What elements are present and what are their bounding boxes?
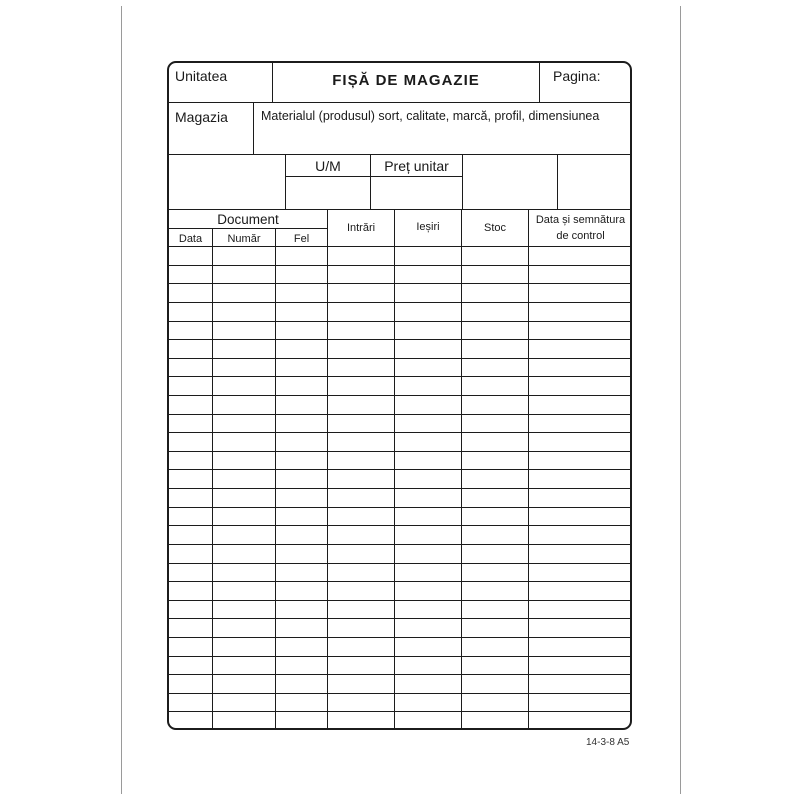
header-divider-extra — [557, 154, 558, 209]
col-header-date: Data — [178, 233, 203, 245]
table-row — [169, 525, 630, 526]
form-code: 14-3-8 A5 — [586, 737, 630, 748]
table-header-bottom — [169, 246, 630, 247]
table-row — [169, 600, 630, 601]
header-divider-page — [539, 63, 540, 102]
col-header-control-line2: de control — [556, 230, 605, 242]
header-divider-price-right — [462, 154, 463, 209]
material-label: Materialul (produsul) sort, calitate, marcă, profil, dimensiunea — [261, 109, 600, 123]
table-row — [169, 544, 630, 545]
um-label: U/M — [315, 158, 341, 174]
col-header-control-line1: Data și semnătura — [535, 214, 626, 226]
table-row — [169, 302, 630, 303]
form-title: FIȘĂ DE MAGAZIE — [332, 72, 480, 89]
table-row — [169, 693, 630, 694]
table-row — [169, 321, 630, 322]
table-row — [169, 283, 630, 284]
warehouse-label: Magazia — [175, 109, 228, 125]
unit-price-label: Preț unitar — [384, 158, 449, 174]
header-row2-bottom — [169, 154, 630, 155]
table-row — [169, 507, 630, 508]
table-row — [169, 711, 630, 712]
header-row1-bottom — [169, 102, 630, 103]
table-row — [169, 656, 630, 657]
table-row — [169, 581, 630, 582]
table-row — [169, 432, 630, 433]
table-row — [169, 563, 630, 564]
page-label: Pagina: — [553, 68, 601, 84]
col-header-type: Fel — [293, 233, 310, 245]
document-header-underline — [169, 228, 328, 229]
table-row — [169, 451, 630, 452]
col-header-number: Număr — [227, 233, 261, 245]
table-row — [169, 637, 630, 638]
table-row — [169, 358, 630, 359]
unit-label: Unitatea — [175, 68, 228, 84]
inventory-card-form — [167, 61, 632, 730]
table-row — [169, 488, 630, 489]
table-row — [169, 395, 630, 396]
col-header-stock: Stoc — [483, 222, 506, 234]
col-header-inputs: Intrări — [346, 222, 376, 234]
table-row — [169, 414, 630, 415]
table-row — [169, 469, 630, 470]
table-row — [169, 376, 630, 377]
table-row — [169, 265, 630, 266]
col-header-outputs: Ieșiri — [416, 221, 440, 233]
header-divider-warehouse — [253, 102, 254, 154]
table-row — [169, 618, 630, 619]
table-row — [169, 674, 630, 675]
table-row — [169, 339, 630, 340]
um-price-underline — [285, 176, 463, 177]
header-row3-bottom — [169, 209, 630, 210]
document-header: Document — [217, 212, 279, 227]
